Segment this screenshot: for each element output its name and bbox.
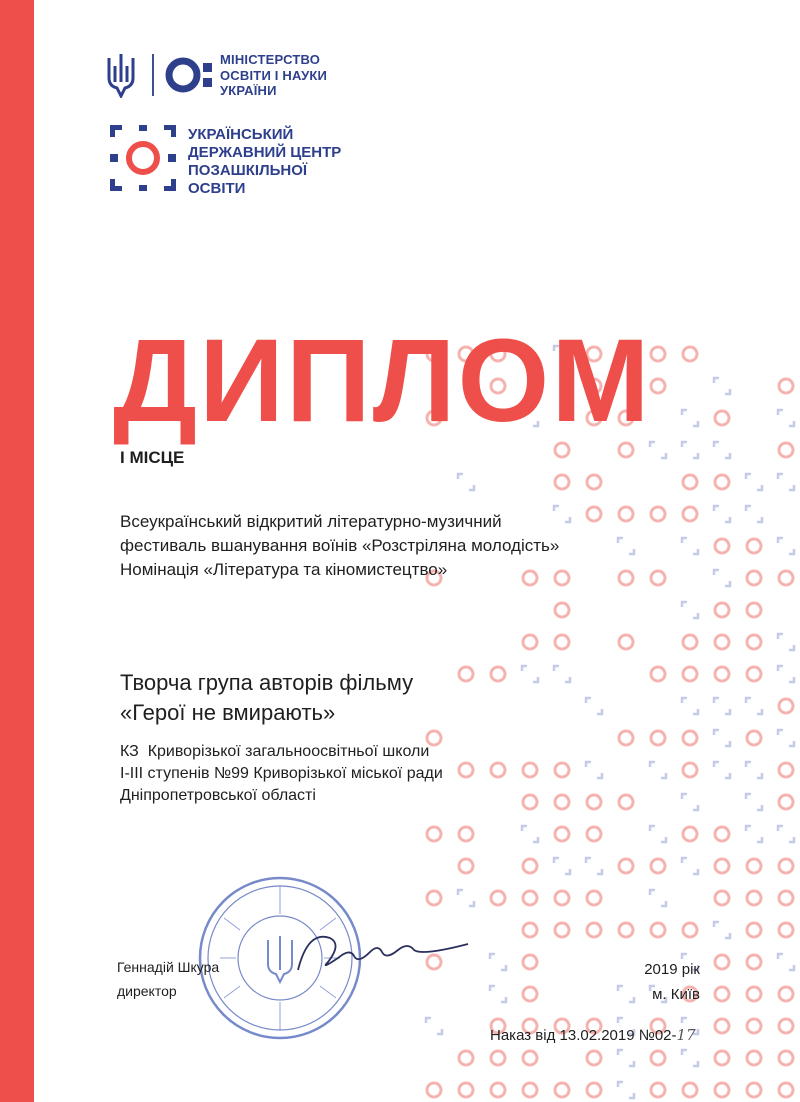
pattern-bracket xyxy=(714,378,730,394)
trident-icon xyxy=(105,52,137,98)
pattern-ring xyxy=(779,1019,793,1033)
pattern-bracket xyxy=(778,954,794,970)
pattern-bracket xyxy=(746,698,762,714)
pattern-ring xyxy=(715,859,729,873)
pattern-bracket xyxy=(714,506,730,522)
pattern-ring xyxy=(651,731,665,745)
pattern-ring xyxy=(683,731,697,745)
pattern-ring xyxy=(523,923,537,937)
pattern-bracket xyxy=(522,826,538,842)
pattern-bracket xyxy=(746,794,762,810)
pattern-bracket xyxy=(682,858,698,874)
pattern-bracket xyxy=(682,442,698,458)
pattern-ring xyxy=(715,635,729,649)
pattern-ring xyxy=(715,987,729,1001)
pattern-bracket xyxy=(586,858,602,874)
pattern-ring xyxy=(555,923,569,937)
place-award: І МІСЦЕ xyxy=(120,448,185,467)
pattern-bracket xyxy=(490,986,506,1002)
pattern-bracket xyxy=(490,954,506,970)
issue-year: 2019 рік xyxy=(644,961,700,978)
pattern-ring xyxy=(523,891,537,905)
school-line: І-ІІІ ступенів №99 Криворізької міської ради xyxy=(120,765,443,782)
pattern-ring xyxy=(715,1019,729,1033)
pattern-bracket xyxy=(650,442,666,458)
pattern-bracket xyxy=(778,826,794,842)
pattern-ring xyxy=(683,763,697,777)
pattern-ring xyxy=(523,987,537,1001)
pattern-bracket xyxy=(682,410,698,426)
pattern-bracket xyxy=(426,1018,442,1034)
pattern-ring xyxy=(555,795,569,809)
pattern-ring xyxy=(651,1051,665,1065)
pattern-ring xyxy=(779,699,793,713)
pattern-ring xyxy=(715,955,729,969)
pattern-bracket xyxy=(778,634,794,650)
pattern-ring xyxy=(651,1083,665,1097)
pattern-bracket xyxy=(458,474,474,490)
pattern-ring xyxy=(491,1051,505,1065)
pattern-bracket xyxy=(714,570,730,586)
pattern-ring xyxy=(555,603,569,617)
recipient-line: «Герої не вмирають» xyxy=(120,700,336,725)
pattern-bracket xyxy=(682,794,698,810)
pattern-bracket xyxy=(714,730,730,746)
pattern-ring xyxy=(523,859,537,873)
pattern-ring xyxy=(747,1051,761,1065)
pattern-ring xyxy=(715,539,729,553)
pattern-ring xyxy=(619,507,633,521)
pattern-bracket xyxy=(746,506,762,522)
pattern-ring xyxy=(651,347,665,361)
festival-description xyxy=(120,510,559,582)
signatory-position: директор xyxy=(117,983,177,999)
pattern-bracket xyxy=(618,986,634,1002)
pattern-ring xyxy=(747,635,761,649)
pattern-ring xyxy=(427,891,441,905)
pattern-ring xyxy=(523,955,537,969)
pattern-bracket xyxy=(586,698,602,714)
recipient xyxy=(120,668,413,728)
ministry-name-line: ОСВІТИ І НАУКИ xyxy=(220,67,328,83)
pattern-bracket xyxy=(650,826,666,842)
ministry-logo xyxy=(105,50,435,100)
pattern-ring xyxy=(683,507,697,521)
pattern-ring xyxy=(683,347,697,361)
school-line: КЗ Криворізької загальноосвітньої школи xyxy=(120,743,430,760)
center-name-line: ОСВІТИ xyxy=(188,180,246,197)
center-logo xyxy=(110,125,430,195)
pattern-ring xyxy=(715,1083,729,1097)
pattern-bracket xyxy=(586,762,602,778)
pattern-bracket xyxy=(618,538,634,554)
pattern-ring xyxy=(651,507,665,521)
pattern-ring xyxy=(555,1083,569,1097)
pattern-ring xyxy=(459,667,473,681)
pattern-ring xyxy=(779,443,793,457)
pattern-bracket xyxy=(618,1082,634,1098)
pattern-ring xyxy=(523,1083,537,1097)
pattern-ring xyxy=(779,763,793,777)
issue-city: м. Київ xyxy=(652,986,700,1003)
school-info xyxy=(120,741,443,807)
pattern-ring xyxy=(715,827,729,841)
pattern-bracket xyxy=(746,826,762,842)
pattern-bracket xyxy=(522,666,538,682)
pattern-ring xyxy=(715,475,729,489)
pattern-bracket xyxy=(778,474,794,490)
pattern-ring xyxy=(779,923,793,937)
pattern-ring xyxy=(651,667,665,681)
pattern-ring xyxy=(587,1083,601,1097)
pattern-bracket xyxy=(746,762,762,778)
festival-line: Номінація «Література та кіномистецтво» xyxy=(120,560,448,579)
pattern-ring xyxy=(587,923,601,937)
pattern-ring xyxy=(651,379,665,393)
center-mark-icon xyxy=(110,125,176,191)
pattern-ring xyxy=(555,763,569,777)
pattern-bracket xyxy=(778,730,794,746)
decorative-pattern xyxy=(420,340,800,1102)
pattern-ring xyxy=(779,795,793,809)
order-prefix: Наказ від 13.02.2019 №02- xyxy=(490,1027,677,1044)
ministry-name-line: УКРАЇНИ xyxy=(220,83,277,98)
pattern-bracket xyxy=(714,698,730,714)
pattern-ring xyxy=(555,827,569,841)
pattern-bracket xyxy=(618,1050,634,1066)
pattern-ring xyxy=(651,859,665,873)
pattern-ring xyxy=(459,1051,473,1065)
pattern-ring xyxy=(747,859,761,873)
pattern-ring xyxy=(683,827,697,841)
pattern-bracket xyxy=(682,1050,698,1066)
pattern-bracket xyxy=(682,602,698,618)
pattern-bracket xyxy=(650,762,666,778)
pattern-ring xyxy=(427,1083,441,1097)
signatory-name: Геннадій Шкура xyxy=(117,959,220,975)
pattern-bracket xyxy=(554,666,570,682)
pattern-ring xyxy=(779,987,793,1001)
signatory-block xyxy=(117,955,219,1003)
pattern-ring xyxy=(459,859,473,873)
pattern-ring xyxy=(587,475,601,489)
pattern-ring xyxy=(747,731,761,745)
pattern-ring xyxy=(779,379,793,393)
pattern-ring xyxy=(651,571,665,585)
pattern-ring xyxy=(715,411,729,425)
pattern-ring xyxy=(619,731,633,745)
pattern-ring xyxy=(715,667,729,681)
pattern-ring xyxy=(459,1083,473,1097)
center-name-line: ДЕРЖАВНИЙ ЦЕНТР xyxy=(188,144,342,161)
recipient-line: Творча група авторів фільму xyxy=(120,670,414,695)
pattern-bracket xyxy=(746,474,762,490)
pattern-ring xyxy=(779,571,793,585)
pattern-bracket xyxy=(714,762,730,778)
pattern-ring xyxy=(587,1051,601,1065)
pattern-ring xyxy=(683,923,697,937)
pattern-ring xyxy=(683,667,697,681)
pattern-ring xyxy=(491,667,505,681)
pattern-ring xyxy=(747,1083,761,1097)
pattern-ring xyxy=(523,763,537,777)
pattern-ring xyxy=(747,923,761,937)
diploma-title: ДИПЛОМ xyxy=(113,315,652,447)
pattern-ring xyxy=(747,1019,761,1033)
pattern-ring xyxy=(555,635,569,649)
ministry-name xyxy=(220,52,327,99)
pattern-ring xyxy=(619,923,633,937)
pattern-bracket xyxy=(714,922,730,938)
pattern-bracket xyxy=(554,858,570,874)
center-name-line: ПОЗАШКІЛЬНОЇ xyxy=(188,162,308,179)
order-number: 17 xyxy=(676,1026,696,1044)
pattern-ring xyxy=(587,507,601,521)
pattern-ring xyxy=(747,603,761,617)
pattern-bracket xyxy=(714,442,730,458)
logo-separator xyxy=(152,54,154,96)
pattern-bracket xyxy=(778,410,794,426)
pattern-ring xyxy=(523,635,537,649)
pattern-bracket xyxy=(650,890,666,906)
pattern-bracket xyxy=(682,538,698,554)
issue-info xyxy=(644,957,700,1007)
school-line: Дніпропетровської області xyxy=(120,787,316,804)
pattern-ring xyxy=(779,1051,793,1065)
pattern-ring xyxy=(779,859,793,873)
pattern-ring xyxy=(715,603,729,617)
pattern-bracket xyxy=(778,666,794,682)
pattern-ring xyxy=(651,923,665,937)
pattern-ring xyxy=(619,571,633,585)
pattern-ring xyxy=(459,827,473,841)
pattern-ring xyxy=(523,1051,537,1065)
red-side-strip xyxy=(0,0,34,1102)
pattern-ring xyxy=(683,635,697,649)
pattern-ring xyxy=(587,795,601,809)
pattern-ring xyxy=(747,987,761,1001)
pattern-ring xyxy=(747,667,761,681)
director-signature xyxy=(290,920,480,980)
pattern-ring xyxy=(491,763,505,777)
pattern-ring xyxy=(427,827,441,841)
pattern-ring xyxy=(747,539,761,553)
pattern-ring xyxy=(491,891,505,905)
pattern-ring xyxy=(747,571,761,585)
pattern-bracket xyxy=(682,698,698,714)
pattern-ring xyxy=(619,795,633,809)
pattern-ring xyxy=(683,1083,697,1097)
pattern-ring xyxy=(491,1083,505,1097)
pattern-ring xyxy=(779,891,793,905)
pattern-ring xyxy=(459,763,473,777)
festival-line: фестиваль вшанування воїнів «Розстріляна молодість» xyxy=(120,536,560,555)
pattern-ring xyxy=(747,955,761,969)
pattern-ring xyxy=(779,1083,793,1097)
pattern-ring xyxy=(715,891,729,905)
pattern-ring xyxy=(619,635,633,649)
ministry-mark-icon xyxy=(165,54,215,96)
pattern-ring xyxy=(555,891,569,905)
pattern-ring xyxy=(523,795,537,809)
pattern-ring xyxy=(587,827,601,841)
pattern-ring xyxy=(683,475,697,489)
pattern-bracket xyxy=(778,538,794,554)
pattern-ring xyxy=(747,891,761,905)
center-name-line: УКРАЇНСЬКИЙ xyxy=(188,126,294,143)
pattern-ring xyxy=(715,1051,729,1065)
order-reference xyxy=(490,1026,696,1044)
pattern-bracket xyxy=(458,890,474,906)
festival-line: Всеукраїнський відкритий літературно-музичний xyxy=(120,512,502,531)
ministry-name-line: МІНІСТЕРСТВО xyxy=(220,52,321,67)
pattern-ring xyxy=(587,891,601,905)
center-name xyxy=(188,126,341,198)
pattern-ring xyxy=(555,475,569,489)
pattern-ring xyxy=(619,859,633,873)
